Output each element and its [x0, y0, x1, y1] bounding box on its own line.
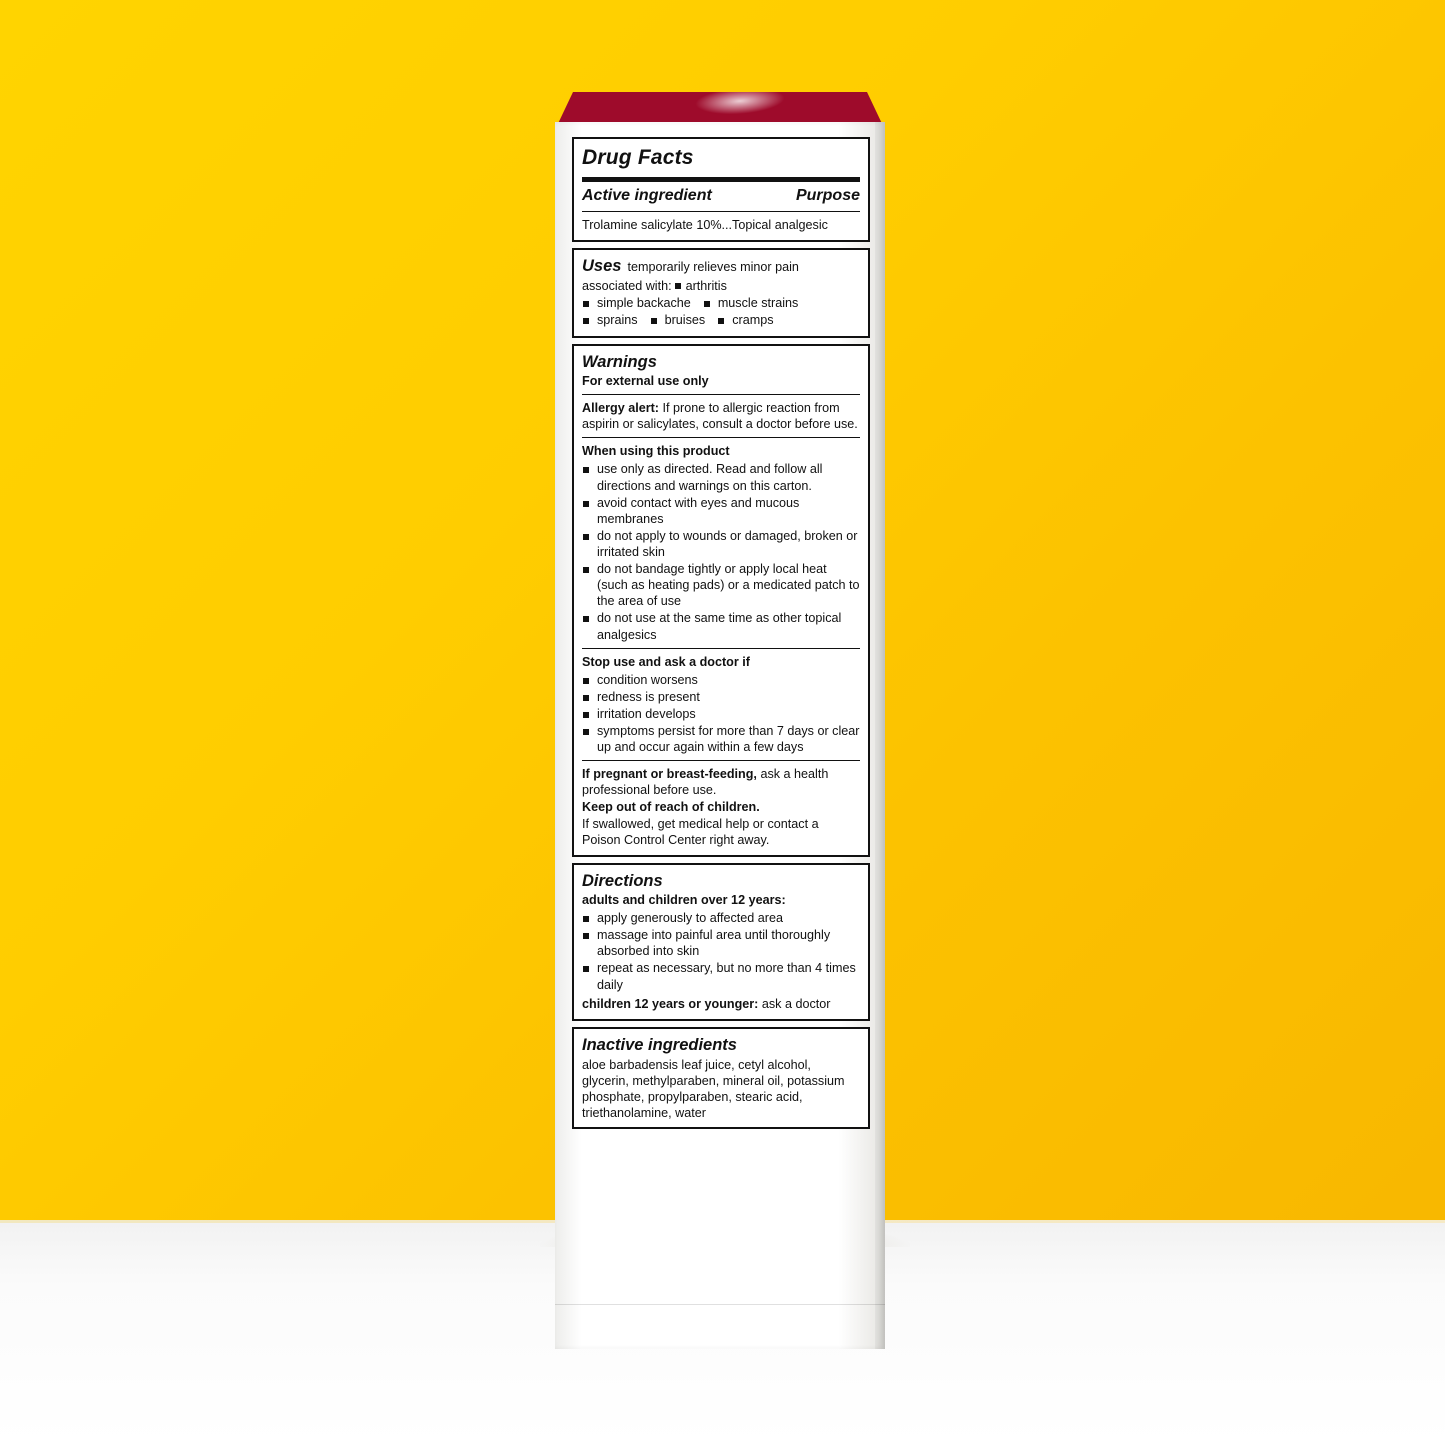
list-item: redness is present — [582, 689, 860, 705]
product-carton — [555, 92, 885, 1349]
square-bullet-icon — [675, 283, 681, 289]
drug-facts-header-block — [572, 137, 870, 242]
purpose-heading: Purpose — [795, 186, 860, 204]
list-item: bruises — [650, 312, 706, 328]
divider-thin — [582, 437, 860, 438]
stop-use-heading: Stop use and ask a doctor if — [582, 654, 750, 669]
directions-children-text: ask a doctor — [761, 996, 831, 1011]
directions-heading: Directions — [582, 871, 663, 890]
divider-thin — [582, 648, 860, 649]
active-ingredient-header-row — [582, 186, 860, 206]
divider-thick — [582, 177, 860, 182]
uses-heading: Uses — [582, 257, 622, 276]
list-item: condition worsens — [582, 672, 860, 688]
list-item: do not bandage tightly or apply local heat (such as heating pads) or a medicated patch to the area of use — [582, 561, 860, 609]
divider-thin — [582, 394, 860, 395]
pregnancy-text: ask a health professional before use. — [582, 767, 829, 798]
divider-thin — [582, 211, 860, 212]
uses-block — [572, 248, 870, 337]
list-item: do not use at the same time as other topical analgesics — [582, 610, 860, 642]
keep-out-of-reach-text: If swallowed, get medical help or contact a Poison Control Center right away. — [582, 816, 819, 847]
directions-children-row — [582, 994, 860, 1012]
when-using-list — [582, 461, 860, 642]
uses-list — [582, 295, 860, 329]
uses-item-arthritis: arthritis — [685, 278, 727, 293]
uses-intro-row — [582, 256, 860, 293]
active-ingredient-line: Trolamine salicylate 10%...Topical analgesic — [582, 218, 828, 233]
warnings-block — [572, 344, 870, 857]
list-item: apply generously to affected area — [582, 910, 860, 926]
list-item: avoid contact with eyes and mucous membranes — [582, 495, 860, 527]
carton-top-highlight — [694, 92, 786, 117]
directions-list — [582, 910, 860, 993]
list-item: repeat as necessary, but no more than 4 times daily — [582, 960, 860, 992]
list-item: use only as directed. Read and follow all directions and warnings on this carton. — [582, 461, 860, 493]
when-using-heading: When using this product — [582, 444, 730, 459]
warnings-external-use: For external use only — [582, 374, 709, 388]
pregnancy-label: If pregnant or breast-feeding, — [582, 767, 757, 782]
uses-intro: temporarily relieves minor pain associated with: — [582, 260, 799, 293]
list-item: simple backache — [582, 295, 691, 311]
allergy-alert-text: If prone to allergic reaction from aspirin or salicylates, consult a doctor before use. — [582, 401, 858, 432]
allergy-alert-row — [582, 400, 860, 432]
carton-bottom-crease — [555, 1304, 885, 1305]
list-item: cramps — [717, 312, 773, 328]
active-ingredient-heading: Active ingredient — [582, 186, 712, 204]
carton-right-edge-shading — [875, 122, 885, 1349]
inactive-ingredients-heading: Inactive ingredients — [582, 1035, 737, 1054]
list-item: symptoms persist for more than 7 days or clear up and occur again within a few days — [582, 723, 860, 755]
list-item: do not apply to wounds or damaged, broken or irritated skin — [582, 528, 860, 560]
directions-children-label: children 12 years or younger: — [582, 996, 759, 1011]
drug-facts-panel — [572, 137, 870, 1135]
warnings-heading: Warnings — [582, 352, 657, 371]
drug-facts-title: Drug Facts — [582, 146, 694, 169]
list-item: irritation develops — [582, 706, 860, 722]
pregnancy-row — [582, 766, 860, 798]
keep-out-of-reach-label: Keep out of reach of children. — [582, 799, 760, 814]
directions-block — [572, 863, 870, 1021]
divider-thin — [582, 760, 860, 761]
inactive-ingredients-block — [572, 1027, 870, 1130]
list-item: muscle strains — [703, 295, 798, 311]
directions-adults-label: adults and children over 12 years: — [582, 892, 786, 907]
list-item: massage into painful area until thoroughly absorbed into skin — [582, 927, 860, 959]
inactive-ingredients-text: aloe barbadensis leaf juice, cetyl alcohol, glycerin, methylparaben, mineral oil, potassium phosphate, propylparaben, stearic acid, triethanolamine, water — [582, 1057, 845, 1121]
stop-use-list — [582, 672, 860, 756]
list-item: sprains — [582, 312, 638, 328]
allergy-alert-label: Allergy alert: — [582, 401, 659, 416]
